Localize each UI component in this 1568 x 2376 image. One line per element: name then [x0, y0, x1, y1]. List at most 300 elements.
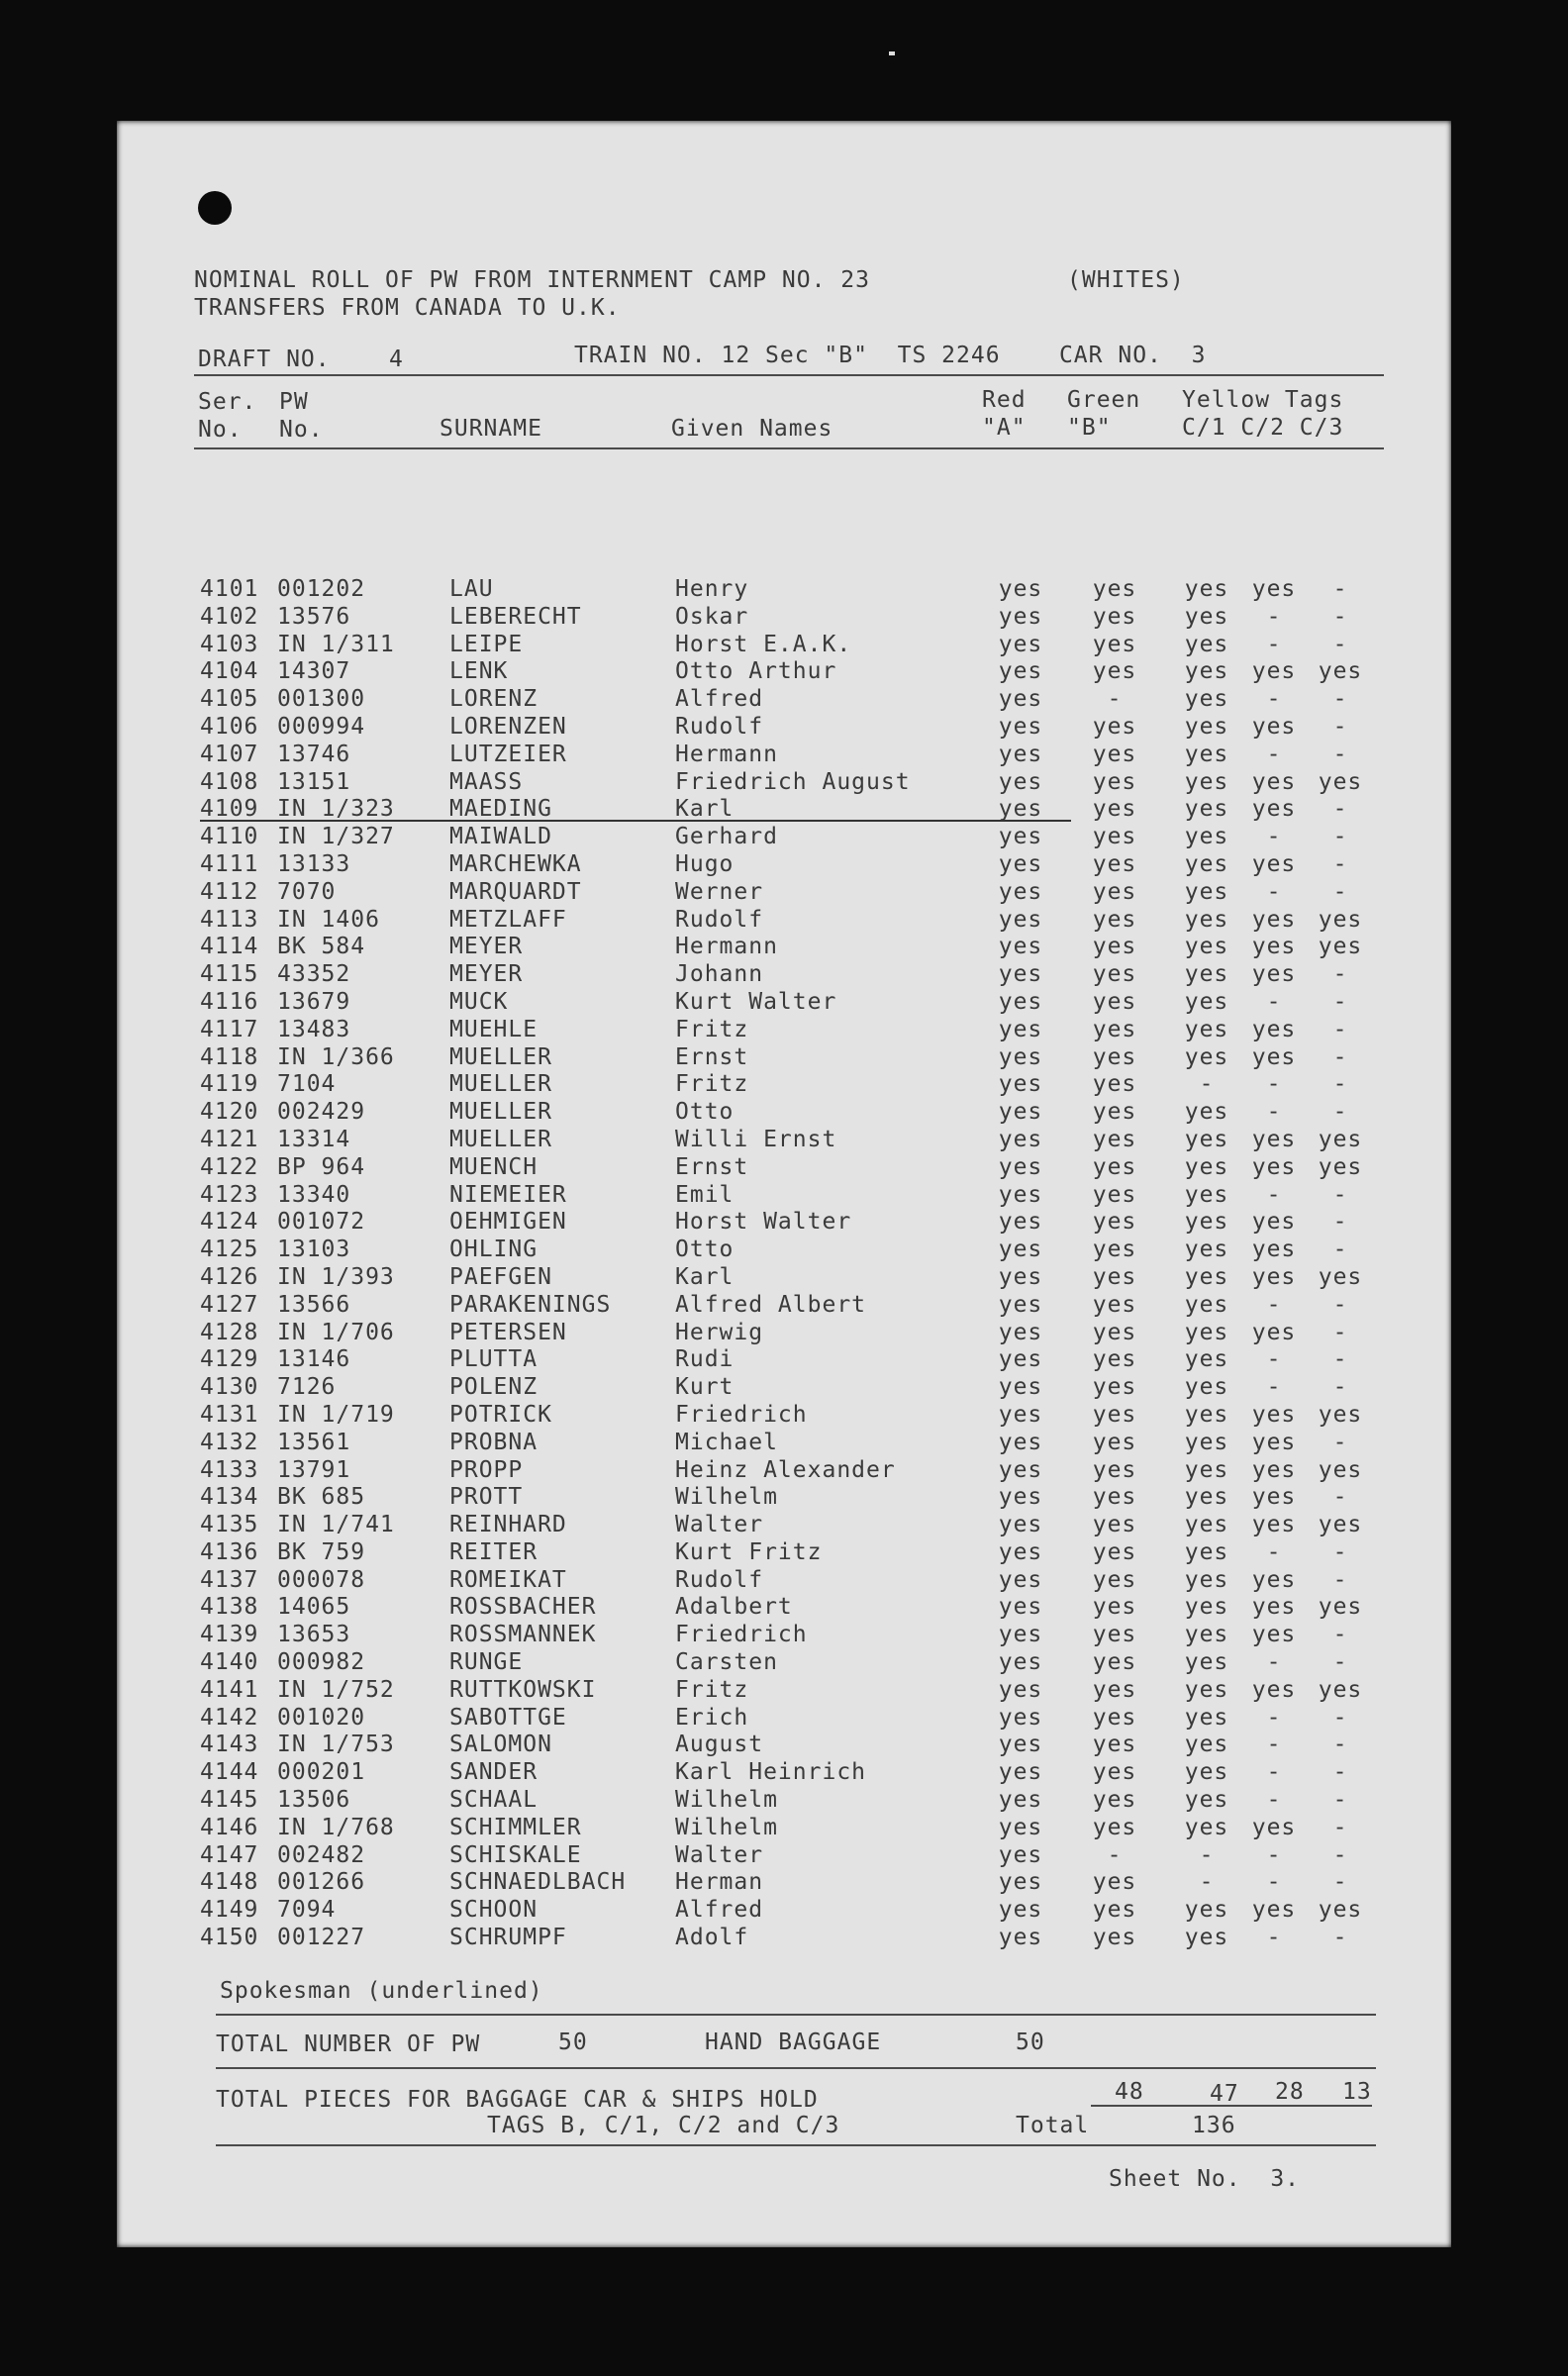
cell-c3: -	[1332, 1099, 1348, 1126]
table-row	[117, 824, 1451, 851]
cell-c1: yes	[1184, 1512, 1229, 1538]
cell-c2: -	[1266, 1649, 1282, 1676]
cell-given: Oskar	[675, 603, 749, 630]
cell-surname: MEYER	[449, 934, 524, 960]
table-row	[117, 907, 1451, 935]
document-page	[117, 121, 1451, 2247]
table-row	[117, 576, 1451, 604]
cell-c1: yes	[1184, 1016, 1229, 1042]
cell-ser: 4124	[200, 1209, 259, 1236]
cell-c1: yes	[1184, 1566, 1229, 1593]
cell-pw: 001020	[277, 1704, 366, 1731]
cell-red: yes	[998, 1676, 1043, 1703]
table-row	[117, 1071, 1451, 1099]
cell-pw: 002482	[277, 1841, 366, 1868]
cell-red: yes	[998, 658, 1043, 685]
cell-given: Karl	[675, 1263, 735, 1290]
cell-green: yes	[1092, 878, 1137, 905]
col-given: Given Names	[671, 416, 833, 442]
cell-c3: yes	[1318, 768, 1363, 795]
cell-green: yes	[1092, 850, 1137, 877]
table-row	[117, 1154, 1451, 1182]
cell-given: Rudi	[675, 1346, 735, 1373]
cell-c1: yes	[1184, 1649, 1229, 1676]
cell-c1: yes	[1184, 1622, 1229, 1648]
header-rule	[194, 374, 1384, 376]
table-row	[117, 769, 1451, 797]
cell-given: Herwig	[675, 1319, 764, 1345]
cell-pw: 13576	[277, 603, 351, 630]
cell-given: Heinz Alexander	[675, 1456, 896, 1483]
cell-c2: yes	[1251, 658, 1297, 685]
cell-pw: 13340	[277, 1181, 351, 1208]
cell-ser: 4104	[200, 658, 259, 685]
cell-red: yes	[998, 1925, 1043, 1951]
cell-pw: IN 1/741	[277, 1512, 395, 1538]
cell-ser: 4119	[200, 1071, 259, 1098]
cell-pw: 13566	[277, 1291, 351, 1318]
cell-given: Werner	[675, 878, 764, 905]
cell-surname: ROSSMANNEK	[449, 1622, 597, 1648]
cell-given: Hugo	[675, 850, 735, 877]
cell-c3: yes	[1318, 1153, 1363, 1180]
cell-ser: 4146	[200, 1814, 259, 1840]
cell-c1: yes	[1184, 961, 1229, 988]
cell-green: yes	[1092, 1016, 1137, 1042]
cell-ser: 4134	[200, 1484, 259, 1511]
cell-given: Ernst	[675, 1043, 749, 1070]
table-row	[117, 1374, 1451, 1402]
table-row	[117, 604, 1451, 632]
pieces-label: TOTAL PIECES FOR BAGGAGE CAR & SHIPS HOLD	[216, 2087, 819, 2113]
cell-red: yes	[998, 1622, 1043, 1648]
table-row	[117, 686, 1451, 714]
cell-c3: -	[1332, 1622, 1348, 1648]
cell-ser: 4140	[200, 1649, 259, 1676]
cell-pw: IN 1/768	[277, 1814, 395, 1840]
cell-c1: yes	[1184, 1237, 1229, 1263]
cell-c2: yes	[1251, 1566, 1297, 1593]
cell-green: yes	[1092, 1704, 1137, 1731]
cell-pw: 000078	[277, 1566, 366, 1593]
cell-green: yes	[1092, 1099, 1137, 1126]
table-row	[117, 1677, 1451, 1705]
cell-green: yes	[1092, 603, 1137, 630]
cell-ser: 4135	[200, 1512, 259, 1538]
cell-c3: -	[1332, 1209, 1348, 1236]
table-row	[117, 1705, 1451, 1732]
cell-green: yes	[1092, 961, 1137, 988]
table-row	[117, 934, 1451, 961]
cell-surname: MARQUARDT	[449, 878, 582, 905]
cell-c3: -	[1332, 1043, 1348, 1070]
table-row	[117, 1264, 1451, 1292]
cell-red: yes	[998, 1841, 1043, 1868]
cell-ser: 4137	[200, 1566, 259, 1593]
cell-ser: 4126	[200, 1263, 259, 1290]
cell-c3: -	[1332, 1484, 1348, 1511]
total-pw-label: TOTAL NUMBER OF PW	[216, 2031, 481, 2057]
cell-surname: MAASS	[449, 768, 524, 795]
cell-c1: yes	[1184, 1538, 1229, 1565]
cell-c2: yes	[1251, 576, 1297, 602]
cell-c3: -	[1332, 1071, 1348, 1098]
cell-pw: IN 1406	[277, 906, 380, 933]
cell-surname: MARCHEWKA	[449, 850, 582, 877]
cell-surname: SABOTTGE	[449, 1704, 567, 1731]
cell-ser: 4114	[200, 934, 259, 960]
cell-red: yes	[998, 1346, 1043, 1373]
cell-pw: IN 1/311	[277, 631, 395, 657]
cell-c1: yes	[1184, 631, 1229, 657]
cell-ser: 4105	[200, 686, 259, 713]
cell-surname: SALOMON	[449, 1732, 552, 1758]
col-surname: SURNAME	[440, 416, 542, 442]
cell-ser: 4125	[200, 1237, 259, 1263]
cell-c2: yes	[1251, 1456, 1297, 1483]
train-info: TRAIN NO. 12 Sec "B" TS 2246 CAR NO. 3	[574, 343, 1207, 368]
cell-given: Kurt Fritz	[675, 1538, 823, 1565]
tags-label: TAGS B, C/1, C/2 and C/3	[487, 2113, 840, 2138]
cell-c3: yes	[1318, 1456, 1363, 1483]
table-row	[117, 1594, 1451, 1622]
cell-c2: -	[1266, 1704, 1282, 1731]
cell-c1: yes	[1184, 850, 1229, 877]
column-rule	[194, 447, 1384, 449]
cell-pw: 13483	[277, 1016, 351, 1042]
cell-c2: yes	[1251, 1263, 1297, 1290]
cell-c1: yes	[1184, 1401, 1229, 1428]
col-pw: PW No.	[279, 389, 324, 443]
cell-given: Alfred	[675, 686, 764, 713]
cell-c2: yes	[1251, 934, 1297, 960]
cell-red: yes	[998, 1484, 1043, 1511]
col-green: Green "B"	[1067, 387, 1141, 441]
table-row	[117, 1787, 1451, 1815]
cell-c2: -	[1266, 1869, 1282, 1896]
table-row	[117, 1484, 1451, 1512]
cell-c2: -	[1266, 1291, 1282, 1318]
cell-pw: BK 685	[277, 1484, 366, 1511]
cell-green: yes	[1092, 1401, 1137, 1428]
cell-red: yes	[998, 1704, 1043, 1731]
cell-ser: 4123	[200, 1181, 259, 1208]
hand-baggage-value: 50	[1016, 2030, 1045, 2055]
cell-c1: yes	[1184, 1429, 1229, 1455]
cell-given: Hermann	[675, 934, 778, 960]
cell-c2: -	[1266, 603, 1282, 630]
cell-ser: 4127	[200, 1291, 259, 1318]
cell-c1: yes	[1184, 713, 1229, 740]
table-row	[117, 1292, 1451, 1320]
cell-given: Henry	[675, 576, 749, 602]
cell-surname: POTRICK	[449, 1401, 552, 1428]
cell-red: yes	[998, 796, 1043, 823]
cell-c3: -	[1332, 1704, 1348, 1731]
cell-green: yes	[1092, 1925, 1137, 1951]
cell-c2: -	[1266, 1925, 1282, 1951]
cell-ser: 4111	[200, 850, 259, 877]
cell-red: yes	[998, 1787, 1043, 1814]
cell-c2: -	[1266, 1374, 1282, 1401]
cell-green: yes	[1092, 1237, 1137, 1263]
cell-c3: -	[1332, 1649, 1348, 1676]
table-row	[117, 1044, 1451, 1072]
total-pw-value: 50	[558, 2030, 588, 2055]
cell-pw: 000982	[277, 1649, 366, 1676]
cell-green: yes	[1092, 1676, 1137, 1703]
cell-red: yes	[998, 1016, 1043, 1042]
cell-ser: 4130	[200, 1374, 259, 1401]
table-row	[117, 1567, 1451, 1595]
cell-surname: PROBNA	[449, 1429, 539, 1455]
cell-pw: BK 759	[277, 1538, 366, 1565]
cell-pw: 001202	[277, 576, 366, 602]
cell-red: yes	[998, 741, 1043, 767]
cell-c2: -	[1266, 1538, 1282, 1565]
cell-ser: 4136	[200, 1538, 259, 1565]
table-row	[117, 1099, 1451, 1127]
cell-pw: 14065	[277, 1594, 351, 1621]
cell-c3: -	[1332, 631, 1348, 657]
cell-ser: 4147	[200, 1841, 259, 1868]
cell-c1: yes	[1184, 906, 1229, 933]
cell-c1: yes	[1184, 1704, 1229, 1731]
cell-ser: 4109	[200, 796, 259, 823]
cell-red: yes	[998, 824, 1043, 850]
footer-rule-2	[216, 2067, 1376, 2069]
cell-red: yes	[998, 878, 1043, 905]
cell-pw: 13151	[277, 768, 351, 795]
cell-pw: 13506	[277, 1787, 351, 1814]
speck	[889, 51, 895, 55]
footer-rule-1	[216, 2014, 1376, 2016]
cell-red: yes	[998, 1263, 1043, 1290]
cell-pw: 001300	[277, 686, 366, 713]
cell-red: yes	[998, 988, 1043, 1015]
cell-ser: 4117	[200, 1016, 259, 1042]
cell-c3: -	[1332, 741, 1348, 767]
cell-pw: 000201	[277, 1759, 366, 1786]
cell-red: yes	[998, 1401, 1043, 1428]
cell-c3: -	[1332, 1538, 1348, 1565]
cell-red: yes	[998, 1759, 1043, 1786]
cell-c1: yes	[1184, 878, 1229, 905]
cell-red: yes	[998, 1374, 1043, 1401]
cell-surname: POLENZ	[449, 1374, 539, 1401]
cell-c1: yes	[1184, 1925, 1229, 1951]
cell-given: Alfred Albert	[675, 1291, 867, 1318]
cell-given: August	[675, 1732, 764, 1758]
cell-surname: REITER	[449, 1538, 539, 1565]
total-label: Total	[1016, 2113, 1090, 2138]
cell-c2: yes	[1251, 1512, 1297, 1538]
table-row	[117, 879, 1451, 907]
cell-ser: 4106	[200, 713, 259, 740]
cell-c3: -	[1332, 1869, 1348, 1896]
cell-red: yes	[998, 1237, 1043, 1263]
cell-c1: yes	[1184, 1594, 1229, 1621]
cell-ser: 4102	[200, 603, 259, 630]
cell-c1: yes	[1184, 1456, 1229, 1483]
table-row	[117, 1402, 1451, 1430]
cell-surname: PROTT	[449, 1484, 524, 1511]
cell-red: yes	[998, 1814, 1043, 1840]
cell-c2: -	[1266, 741, 1282, 767]
table-row	[117, 1209, 1451, 1237]
cell-c3: yes	[1318, 1401, 1363, 1428]
cell-c3: -	[1332, 1346, 1348, 1373]
cell-red: yes	[998, 1649, 1043, 1676]
cell-pw: 13791	[277, 1456, 351, 1483]
table-row	[117, 1346, 1451, 1374]
cell-given: Gerhard	[675, 824, 778, 850]
cell-ser: 4133	[200, 1456, 259, 1483]
total-green: 48	[1115, 2079, 1144, 2105]
cell-c2: yes	[1251, 713, 1297, 740]
cell-surname: ROMEIKAT	[449, 1566, 567, 1593]
cell-green: yes	[1092, 1181, 1137, 1208]
cell-pw: 000994	[277, 713, 366, 740]
table-row	[117, 961, 1451, 989]
cell-surname: LEIPE	[449, 631, 524, 657]
cell-c3: yes	[1318, 1263, 1363, 1290]
cell-c3: -	[1332, 961, 1348, 988]
cell-green: yes	[1092, 1484, 1137, 1511]
cell-c3: -	[1332, 1374, 1348, 1401]
table-row	[117, 1017, 1451, 1044]
cell-c3: -	[1332, 1319, 1348, 1345]
cell-green: yes	[1092, 1071, 1137, 1098]
cell-red: yes	[998, 1456, 1043, 1483]
cell-given: Emil	[675, 1181, 735, 1208]
cell-c2: yes	[1251, 768, 1297, 795]
cell-green: yes	[1092, 1622, 1137, 1648]
cell-given: Walter	[675, 1841, 764, 1868]
cell-green: yes	[1092, 1594, 1137, 1621]
cell-given: Adalbert	[675, 1594, 793, 1621]
cell-c3: -	[1332, 1925, 1348, 1951]
cell-given: Otto Arthur	[675, 658, 837, 685]
cell-green: yes	[1092, 1759, 1137, 1786]
cell-c2: yes	[1251, 1622, 1297, 1648]
cell-c2: yes	[1251, 1126, 1297, 1152]
cell-c1: -	[1199, 1869, 1215, 1896]
table-row	[117, 1815, 1451, 1842]
cell-c2: yes	[1251, 1814, 1297, 1840]
cell-surname: ROSSBACHER	[449, 1594, 597, 1621]
cell-given: Otto	[675, 1099, 735, 1126]
punch-hole	[198, 191, 232, 225]
cell-given: Rudolf	[675, 713, 764, 740]
cell-surname: OHLING	[449, 1237, 539, 1263]
table-row	[117, 742, 1451, 769]
cell-c2: -	[1266, 1181, 1282, 1208]
total-c2: 28	[1275, 2079, 1305, 2105]
cell-ser: 4103	[200, 631, 259, 657]
cell-green: yes	[1092, 768, 1137, 795]
cell-surname: RUNGE	[449, 1649, 524, 1676]
table-row	[117, 658, 1451, 686]
cell-c3: -	[1332, 1814, 1348, 1840]
cell-given: Friedrich	[675, 1622, 808, 1648]
cell-green: yes	[1092, 1319, 1137, 1345]
cell-c1: -	[1199, 1071, 1215, 1098]
cell-pw: IN 1/327	[277, 824, 395, 850]
cell-c2: -	[1266, 1787, 1282, 1814]
cell-red: yes	[998, 1071, 1043, 1098]
table-row	[117, 1320, 1451, 1347]
cell-green: yes	[1092, 824, 1137, 850]
cell-c2: -	[1266, 1071, 1282, 1098]
cell-green: -	[1107, 1841, 1123, 1868]
cell-ser: 4107	[200, 741, 259, 767]
cell-surname: LUTZEIER	[449, 741, 567, 767]
cell-given: Adolf	[675, 1925, 749, 1951]
cell-green: yes	[1092, 1787, 1137, 1814]
cell-c2: yes	[1251, 1897, 1297, 1924]
table-row	[117, 1237, 1451, 1264]
cell-c2: -	[1266, 824, 1282, 850]
cell-red: yes	[998, 1512, 1043, 1538]
cell-green: yes	[1092, 1512, 1137, 1538]
cell-green: yes	[1092, 1291, 1137, 1318]
title-line-1: NOMINAL ROLL OF PW FROM INTERNMENT CAMP NO. 23	[194, 267, 870, 293]
table-row	[117, 1759, 1451, 1787]
cell-red: yes	[998, 631, 1043, 657]
cell-given: Kurt Walter	[675, 988, 837, 1015]
cell-surname: MUENCH	[449, 1153, 539, 1180]
cell-c1: yes	[1184, 1126, 1229, 1152]
cell-c3: yes	[1318, 1676, 1363, 1703]
cell-c1: yes	[1184, 1181, 1229, 1208]
cell-surname: SCHIMMLER	[449, 1814, 582, 1840]
table-row	[117, 632, 1451, 659]
cell-red: yes	[998, 713, 1043, 740]
cell-ser: 4116	[200, 988, 259, 1015]
table-row	[117, 1457, 1451, 1485]
cell-surname: MUELLER	[449, 1099, 552, 1126]
cell-ser: 4120	[200, 1099, 259, 1126]
cell-c3: -	[1332, 1429, 1348, 1455]
cell-given: Fritz	[675, 1016, 749, 1042]
cell-ser: 4101	[200, 576, 259, 602]
cell-c3: -	[1332, 1841, 1348, 1868]
cell-given: Otto	[675, 1237, 735, 1263]
table-row	[117, 1430, 1451, 1457]
cell-red: yes	[998, 1153, 1043, 1180]
cell-pw: 13746	[277, 741, 351, 767]
cell-c2: yes	[1251, 906, 1297, 933]
cell-surname: PETERSEN	[449, 1319, 567, 1345]
cell-surname: MUEHLE	[449, 1016, 539, 1042]
cell-c1: yes	[1184, 1897, 1229, 1924]
cell-c2: -	[1266, 1759, 1282, 1786]
cell-pw: IN 1/752	[277, 1676, 395, 1703]
cell-c2: yes	[1251, 796, 1297, 823]
cell-c1: yes	[1184, 768, 1229, 795]
cell-given: Michael	[675, 1429, 778, 1455]
cell-c3: yes	[1318, 658, 1363, 685]
footer-rule-3	[216, 2144, 1376, 2146]
cell-c2: -	[1266, 988, 1282, 1015]
cell-c3: -	[1332, 603, 1348, 630]
cell-c3: yes	[1318, 1512, 1363, 1538]
cell-c2: yes	[1251, 1594, 1297, 1621]
cell-pw: 002429	[277, 1099, 366, 1126]
cell-red: yes	[998, 1869, 1043, 1896]
cell-c2: -	[1266, 1099, 1282, 1126]
